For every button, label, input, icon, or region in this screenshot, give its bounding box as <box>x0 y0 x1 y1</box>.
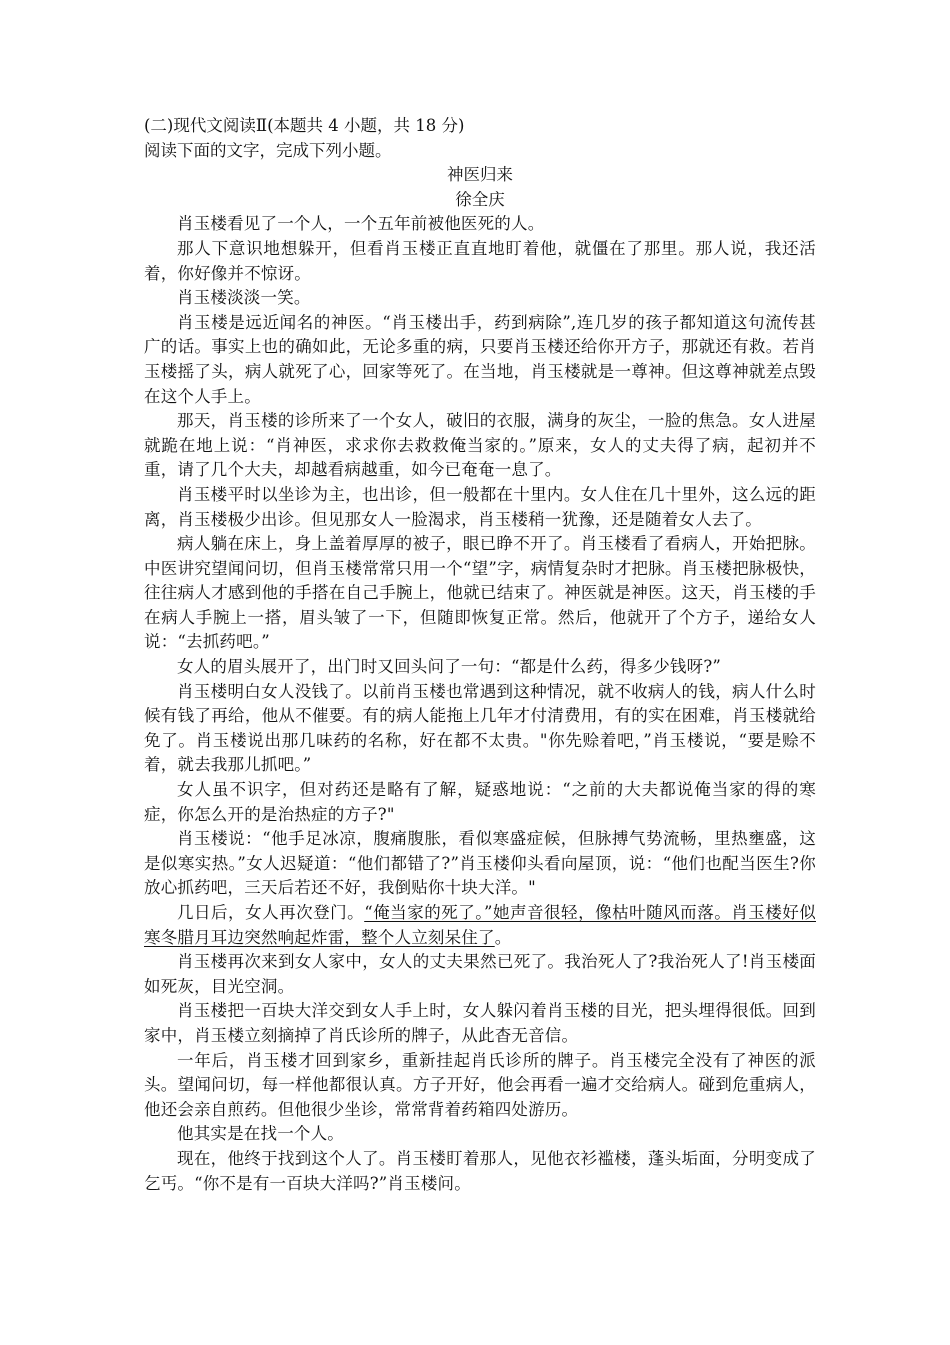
paragraph: 女人的眉头展开了，出门时又回头问了一句：“都是什么药，得多少钱呀?” <box>177 657 722 677</box>
paragraph: 肖玉楼把一百块大洋交到女人手上时，女人躲闪着肖玉楼的目光，把头埋得很低。回到家中，肖玉楼立刻摘掉了肖氏诊所的牌子，从此杳无音信。 <box>144 1001 816 1045</box>
paragraph: 肖玉楼再次来到女人家中，女人的丈夫果然已死了。我治死人了?我治死人了!肖玉楼面如死灰，目光空洞。 <box>144 952 816 996</box>
paragraph: 肖玉楼是远近闻名的神医。“肖玉楼出手，药到病除”,连几岁的孩子都知道这句流传甚广的话。事实上也的确如此，无论多重的病，只要肖玉楼还给你开方子，那就还有救。若肖玉楼摇了头，病人就死了心，回家等死了。在当地，肖玉楼就是一尊神。但这尊神就差点毁在这个人手上。 <box>144 312 816 406</box>
instruction-text: 阅读下面的文字，完成下列小题。 <box>144 140 392 160</box>
story-author: 徐全庆 <box>455 189 505 209</box>
section-heading: (二)现代文阅读Ⅱ(本题共 4 小题，共 18 分) <box>144 116 465 135</box>
paragraph: 病人躺在床上，身上盖着厚厚的被子，眼已睁不开了。肖玉楼看了看病人，开始把脉。中医讲究望闻问切，但肖玉楼常常只用一个“望”字，病情复杂时才把脉。肖玉楼把脉极快，往往病人才感到他的手搭在自己手腕上，他就已结束了。神医就是神医。这天，肖玉楼的手在病人手腕上一搭，眉头皱了一下，但随即恢复正常。然后，他就开了个方子，递给女人说：“去抓药吧。” <box>144 534 816 652</box>
paragraph: 肖玉楼淡淡一笑。 <box>177 288 311 308</box>
underlined-paragraph <box>144 901 816 950</box>
paragraph: 现在，他终于找到这个人了。肖玉楼盯着那人，见他衣衫褴楼，蓬头垢面，分明变成了乞丐。“你不是有一百块大洋吗?”肖玉楼问。 <box>144 1148 816 1193</box>
story-title: 神医归来 <box>447 165 513 185</box>
paragraph: 一年后，肖玉楼才回到家乡，重新挂起肖氏诊所的牌子。肖玉楼完全没有了神医的派头。望闻问切，每一样他都很认真。方子开好，他会再看一遍才交给病人。碰到危重病人，他还会亲自煎药。但他很少坐诊，常常背着药箱四处游历。 <box>144 1050 816 1119</box>
paragraph: 肖玉楼说：“他手足冰凉，腹痛腹胀，看似寒盛症候，但脉搏气势流畅，里热壅盛，这是似寒实热。”女人迟疑道：“他们都错了?”肖玉楼仰头看向屋顶，说：“他们也配当医生?你放心抓药吧，三天后若还不好，我倒贴你十块大洋。" <box>144 829 816 898</box>
paragraph: 那人下意识地想躲开，但看肖玉楼正直直地盯着他，就僵在了那里。那人说，我还活着，你好像并不惊讶。 <box>144 238 816 283</box>
period-mark: 。 <box>494 927 512 947</box>
paragraph: 肖玉楼看见了一个人，一个五年前被他医死的人。 <box>177 214 545 234</box>
document-page <box>144 114 816 1196</box>
underlined-sentence: “俺当家的死了。”她声音很轻，像枯叶随风而落。肖玉楼好似寒冬腊月耳边突然响起炸雷，整个人立刻呆住了 <box>144 903 816 947</box>
paragraph: 肖玉楼平时以坐诊为主，也出诊，但一般都在十里内。女人住在几十里外，这么远的距离，肖玉楼极少出诊。但见那女人一脸渴求，肖玉楼稍一犹豫，还是随着女人去了。 <box>144 484 816 529</box>
paragraph: 女人虽不识字，但对药还是略有了解，疑惑地说：“之前的大夫都说俺当家的得的寒症，你怎么开的是治热症的方子?" <box>144 780 816 824</box>
paragraph: 肖玉楼明白女人没钱了。以前肖玉楼也常遇到这种情况，就不收病人的钱，病人什么时候有钱了再给，他从不催要。有的病人能拖上几年才付清费用，有的实在困难，肖玉楼就给免了。肖玉楼说出那几味药的名称，好在都不太贵。"你先赊着吧，”肖玉楼说，“要是赊不着，就去我那儿抓吧。” <box>144 681 816 775</box>
paragraph: 他其实是在找一个人。 <box>177 1124 344 1144</box>
paragraph-lead: 几日后，女人再次登门。 <box>177 903 365 922</box>
paragraph: 那天，肖玉楼的诊所来了一个女人，破旧的衣服，满身的灰尘，一脸的焦急。女人进屋就跪在地上说：“肖神医，求求你去救救俺当家的。”原来，女人的丈夫得了病，起初并不重，请了几个大夫，却越看病越重，如今已奄奄一息了。 <box>144 411 816 480</box>
